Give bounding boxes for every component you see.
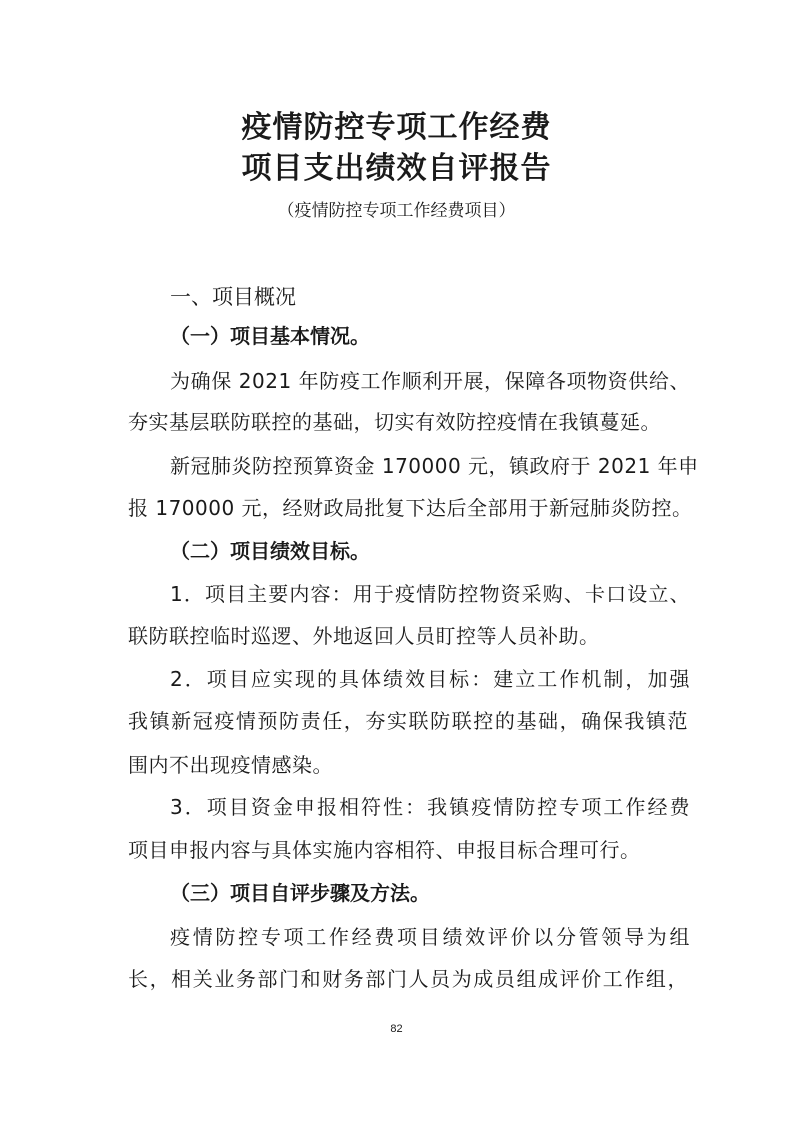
document-subtitle: （疫情防控专项工作经费项目） (277, 201, 516, 221)
list-item-line: 1．项目主要内容：用于疫情防控物资采购、卡口设立、 (170, 582, 690, 606)
list-item-line: 3．项目资金申报相符性：我镇疫情防控专项工作经费 (170, 795, 690, 819)
list-item-line: 我镇新冠疫情预防责任，夯实联防联控的基础，确保我镇范 (128, 709, 688, 733)
list-item-line: 联防联控临时巡逻、外地返回人员盯控等人员补助。 (128, 624, 600, 648)
subsection-heading-performance-goals: （二）项目绩效目标。 (170, 539, 370, 563)
list-item-line: 2．项目应实现的具体绩效目标：建立工作机制，加强 (170, 667, 690, 691)
paragraph-line: 夯实基层联防联控的基础，切实有效防控疫情在我镇蔓延。 (128, 410, 661, 434)
paragraph-line: 为确保 2021 年防疫工作顺利开展，保障各项物资供给、 (170, 369, 690, 393)
paragraph-line: 新冠肺炎防控预算资金 170000 元，镇政府于 2021 年申 (170, 454, 699, 478)
document-title-line-1: 疫情防控专项工作经费 (241, 110, 552, 145)
document-title-line-2: 项目支出绩效自评报告 (241, 151, 552, 186)
paragraph-line: 疫情防控专项工作经费项目绩效评价以分管领导为组 (170, 925, 690, 949)
section-heading-overview: 一、项目概况 (170, 285, 296, 309)
subsection-heading-basic-info: （一）项目基本情况。 (170, 324, 370, 348)
paragraph-line: 报 170000 元，经财政局批复下达后全部用于新冠肺炎防控。 (128, 496, 693, 520)
subsection-heading-evaluation-method: （三）项目自评步骤及方法。 (170, 881, 430, 905)
paragraph-line: 长，相关业务部门和财务部门人员为成员组成评价工作组， (128, 967, 688, 991)
list-item-line: 围内不出现疫情感染。 (128, 753, 333, 777)
list-item-line: 项目申报内容与具体实施内容相符、申报目标合理可行。 (128, 838, 641, 862)
page-number: 82 (390, 1023, 403, 1035)
